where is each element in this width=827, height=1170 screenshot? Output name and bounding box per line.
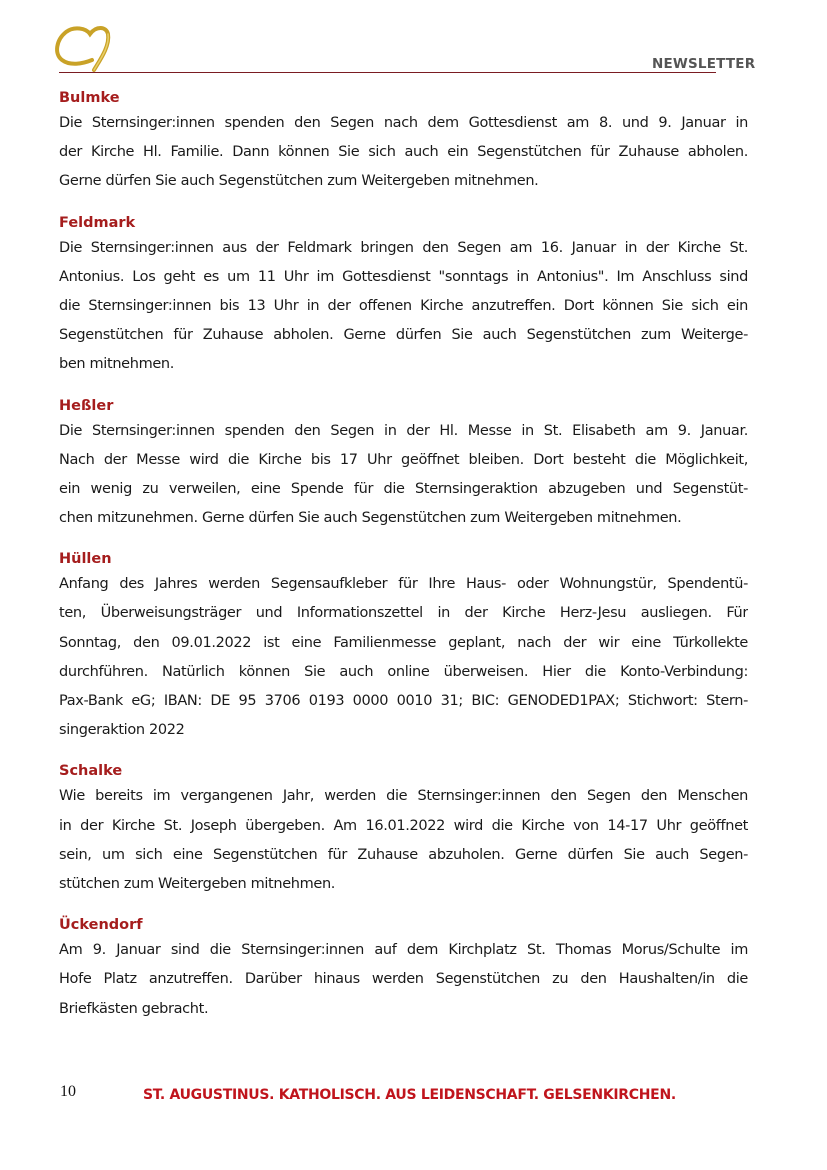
paragraph-line: chen mitzunehmen. Gerne dürfen Sie auch Segenstütchen zum Weitergeben mitnehmen. — [59, 510, 682, 527]
paragraph-line: Die Sternsinger:innen aus der Feldmark bringen den Segen am 16. Januar in der Kirche St. — [59, 239, 748, 256]
paragraph-line: Segenstütchen für Zuhause abholen. Gerne dürfen Sie auch Segenstütchen zum Weiterge- — [59, 327, 748, 344]
paragraph-line: Antonius. Los geht es um 11 Uhr im Gottesdienst "sonntags in Antonius". Im Anschluss sind — [59, 268, 748, 285]
paragraph-line: singeraktion 2022 — [59, 722, 185, 739]
section-title: Bulmke — [59, 90, 120, 106]
section-ückendorf — [59, 914, 748, 1024]
section-hüllen — [59, 548, 748, 745]
paragraph-line: sein, um sich eine Segenstütchen für Zuhause abzuholen. Gerne dürfen Sie auch Segen- — [59, 846, 748, 863]
article-content — [59, 87, 748, 1039]
section-title: Feldmark — [59, 214, 136, 231]
header-title: NEWSLETTER — [652, 56, 756, 72]
section-schalke — [59, 760, 748, 899]
header-rule — [59, 72, 716, 73]
paragraph-line: der Kirche Hl. Familie. Dann können Sie sich auch ein Segenstütchen für Zuhause abholen. — [59, 144, 748, 161]
paragraph-line: ben mitnehmen. — [59, 356, 175, 373]
section-title: Heßler — [59, 397, 114, 414]
paragraph-line: die Sternsinger:innen bis 13 Uhr in der offenen Kirche anzutreffen. Dort können Sie sich ein — [59, 297, 748, 314]
section-heßler — [59, 395, 748, 534]
paragraph-line: Sonntag, den 09.01.2022 ist eine Familienmesse geplant, nach der wir eine Türkollekte — [59, 634, 748, 651]
paragraph-line: ein wenig zu verweilen, eine Spende für die Sternsingeraktion abzugeben und Segenstüt- — [59, 480, 748, 497]
paragraph-line: in der Kirche St. Joseph übergeben. Am 16.01.2022 wird die Kirche von 14-17 Uhr geöffnet — [59, 817, 748, 834]
section-title: Ückendorf — [59, 917, 143, 934]
paragraph-line: durchführen. Natürlich können Sie auch online überweisen. Hier die Konto-Verbindung: — [59, 663, 748, 680]
page-number: 10 — [60, 1083, 76, 1100]
paragraph-line: Am 9. Januar sind die Sternsinger:innen auf dem Kirchplatz St. Thomas Morus/Schulte im — [59, 942, 748, 959]
section-bulmke — [59, 87, 748, 197]
section-feldmark — [59, 212, 748, 380]
paragraph-line: stütchen zum Weitergeben mitnehmen. — [59, 875, 336, 892]
paragraph-line: ten, Überweisungsträger und Informationszettel in der Kirche Herz-Jesu ausliegen. Für — [59, 605, 748, 622]
section-title: Hüllen — [59, 551, 112, 568]
paragraph-line: Gerne dürfen Sie auch Segenstütchen zum Weitergeben mitnehmen. — [59, 173, 539, 190]
paragraph-line: Pax-Bank eG; IBAN: DE 95 3706 0193 0000 0010 31; BIC: GENODED1PAX; Stichwort: Stern- — [59, 693, 748, 709]
paragraph-line: Die Sternsinger:innen spenden den Segen nach dem Gottesdienst am 8. und 9. Januar in — [59, 115, 748, 131]
paragraph-line: Die Sternsinger:innen spenden den Segen in der Hl. Messe in St. Elisabeth am 9. Januar. — [59, 422, 748, 439]
paragraph-line: Nach der Messe wird die Kirche bis 17 Uhr geöffnet bleiben. Dort besteht die Möglichkeit, — [59, 451, 748, 468]
paragraph-line: Anfang des Jahres werden Segensaufkleber für Ihre Haus- oder Wohnungstür, Spendentü- — [59, 576, 748, 593]
paragraph-line: Wie bereits im vergangenen Jahr, werden die Sternsinger:innen den Segen den Menschen — [59, 788, 748, 805]
section-title: Schalke — [59, 763, 123, 780]
paragraph-line: Briefkästen gebracht. — [59, 1000, 209, 1017]
golden-heart-logo-icon — [52, 24, 114, 76]
paragraph-line: Hofe Platz anzutreffen. Darüber hinaus werden Segenstütchen zu den Haushalten/in die — [59, 971, 748, 988]
footer-slogan: ST. AUGUSTINUS. KATHOLISCH. AUS LEIDENSCHAFT. GELSENKIRCHEN. — [143, 1087, 676, 1103]
